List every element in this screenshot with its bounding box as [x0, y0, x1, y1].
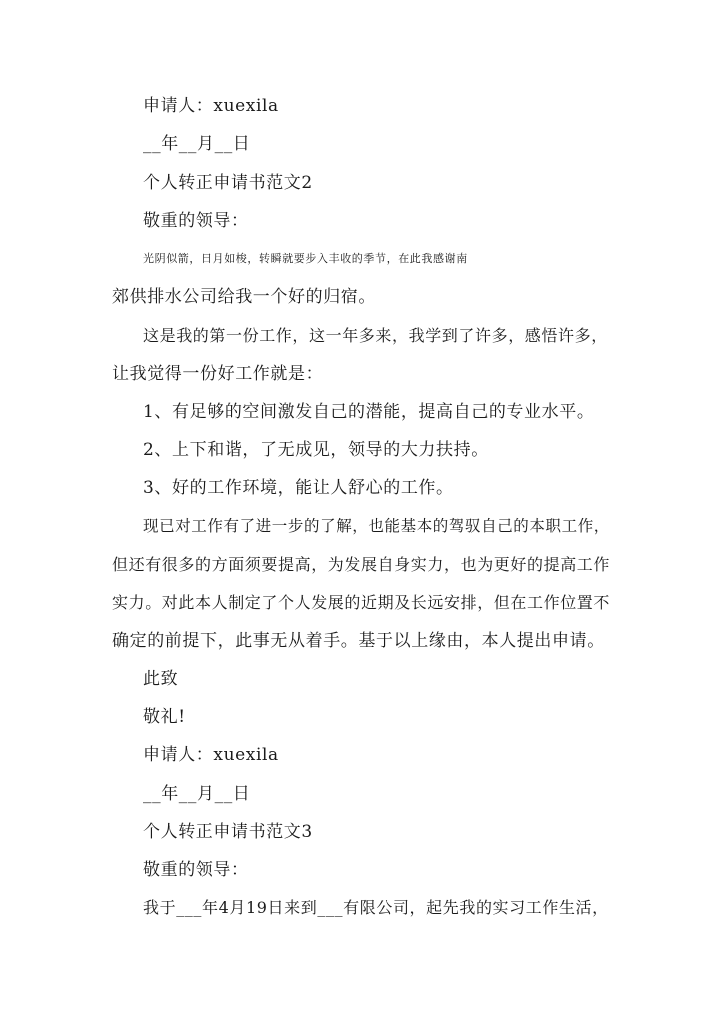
list-item: 1、有足够的空间激发自己的潜能，提高自己的专业水平。 — [143, 402, 595, 422]
paragraph-line: 实力。对此本人制定了个人发展的近期及长远安排，但在工作位置不 — [112, 593, 611, 612]
paragraph-line: 我于___年4月19日来到___有限公司，起先我的实习工作生活， — [143, 898, 609, 917]
paragraph-line: 但还有很多的方面须要提高，为发展自身实力，也为更好的提高工作 — [112, 555, 611, 574]
paragraph-line: 让我觉得一份好工作就是： — [112, 364, 324, 384]
salutation: 敬重的领导： — [143, 211, 249, 231]
paragraph-line: 确定的前提下，此事无从着手。基于以上缘由，本人提出申请。 — [112, 631, 605, 651]
salutation: 敬重的领导： — [143, 860, 249, 880]
paragraph-line: 光阴似箭，日月如梭，转瞬就要步入丰收的季节，在此我感谢南 — [143, 252, 468, 265]
section-heading: 个人转正申请书范文2 — [143, 173, 313, 193]
applicant-line: 申请人：xuexila — [143, 96, 279, 116]
list-item: 2、上下和谐，了无成见，领导的大力扶持。 — [143, 440, 489, 460]
closing-line: 敬礼! — [143, 707, 186, 727]
section-heading: 个人转正申请书范文3 — [143, 822, 313, 842]
applicant-line: 申请人：xuexila — [143, 745, 279, 765]
paragraph-line: 郊供排水公司给我一个好的归宿。 — [112, 287, 376, 307]
paragraph-line: 这是我的第一份工作，这一年多来，我学到了许多，感悟许多， — [143, 326, 608, 345]
closing-line: 此致 — [143, 669, 179, 689]
date-line: __年__月__日 — [143, 134, 251, 154]
list-item: 3、好的工作环境，能让人舒心的工作。 — [143, 478, 454, 498]
date-line: __年__月__日 — [143, 784, 251, 804]
paragraph-line: 现已对工作有了进一步的了解，也能基本的驾驭自己的本职工作， — [143, 517, 610, 535]
